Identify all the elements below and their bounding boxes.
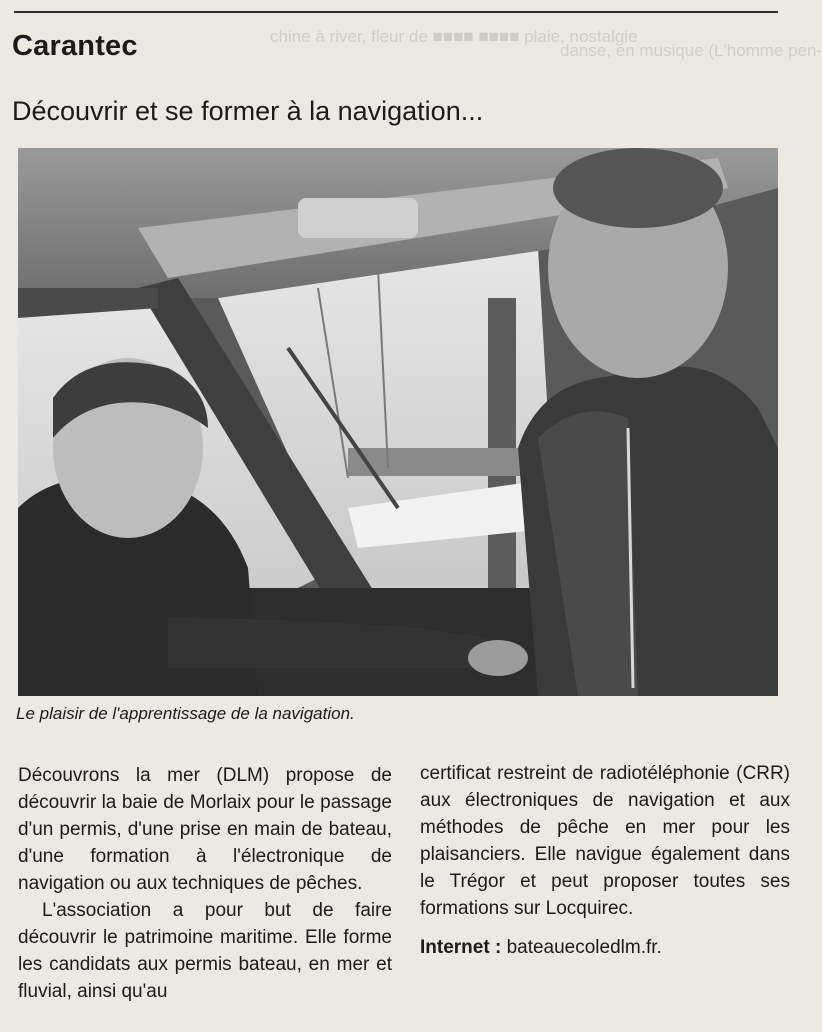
photo-caption: Le plaisir de l'apprentissage de la navigation. (16, 704, 355, 723)
top-rule (14, 11, 778, 13)
paragraph-1: Découvrons la mer (DLM) propose de découvrir la baie de Morlaix pour le passage d'un permis, d'une prise en main de bateau, d'une formation à l'électronique de navigation ou aux techniques de pêches. (18, 765, 392, 894)
paragraph-2: L'association a pour but de faire découvrir le patrimoine maritime. Elle forme les candidats aux permis bateau, en mer et fluvial, ainsi qu'au (18, 900, 392, 1002)
bleed-through-text-right: danse, en musique (L'homme pen- (560, 41, 822, 60)
article-photo (18, 148, 778, 696)
internet-label: Internet : (420, 937, 502, 958)
paragraph-3: certificat restreint de radiotéléphonie (CRR) aux électroniques de navigation et aux méthodes de pêche en mer pour les plaisanciers. Elle navigue également dans le Trégor et peut proposer toutes ses formations sur Locquirec. (420, 763, 790, 919)
bleed-through-text-top: chine à river, fleur de ■■■■ ■■■■ plaie, nostalgie (270, 27, 638, 46)
internet-line (420, 934, 790, 961)
internet-url: bateauecoledlm.fr. (506, 937, 662, 958)
article-column-right (420, 760, 790, 961)
article-headline: Découvrir et se former à la navigation... (12, 96, 484, 126)
article-column-left (18, 762, 392, 1005)
location-heading: Carantec (12, 30, 138, 62)
